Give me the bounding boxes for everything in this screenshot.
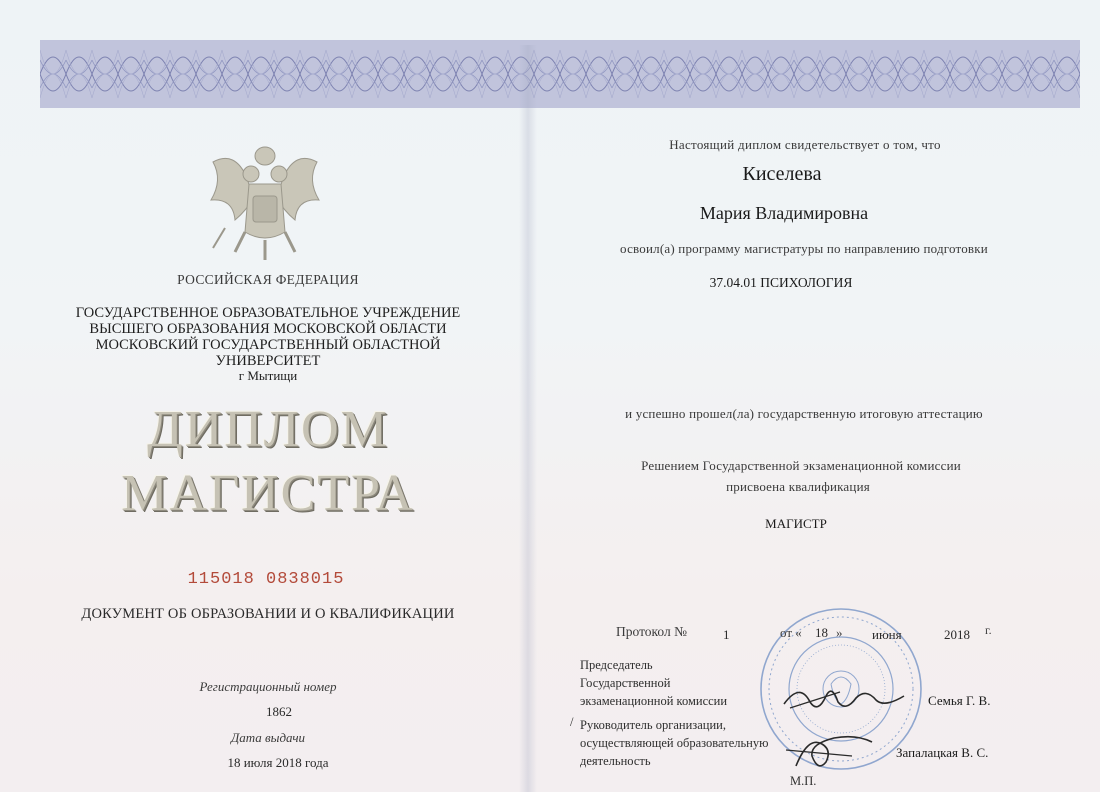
- issue-date: 18 июля 2018 года: [227, 755, 329, 770]
- intro-text: Настоящий диплом свидетельствует о том, что: [669, 137, 941, 152]
- decision-line-2: присвоена квалификация: [726, 479, 870, 494]
- chair-line-3: экзаменационной комиссии: [580, 694, 728, 708]
- program-text: освоил(а) программу магистратуры по направлению подготовки: [620, 241, 988, 256]
- slash-mark: /: [570, 715, 574, 729]
- qualification: МАГИСТР: [765, 516, 827, 531]
- protocol-from: от «: [780, 625, 802, 640]
- page-fold: [519, 45, 537, 792]
- registration-label: Регистрационный номер: [199, 679, 337, 694]
- chair-line-2: Государственной: [580, 676, 671, 690]
- head-line-3: деятельность: [580, 754, 651, 768]
- institution-line-2: ВЫСШЕГО ОБРАЗОВАНИЯ МОСКОВСКОЙ ОБЛАСТИ: [89, 321, 447, 337]
- issue-date-label: Дата выдачи: [230, 730, 306, 745]
- graduate-surname: Киселева: [742, 163, 822, 185]
- protocol-month: июня: [872, 627, 902, 642]
- seal-place-mark: М.П.: [790, 774, 817, 788]
- registration-number: 1862: [266, 704, 292, 719]
- institution-line-4: УНИВЕРСИТЕТ: [215, 353, 321, 369]
- chair-name: Семья Г. В.: [928, 693, 991, 708]
- program-name: 37.04.01 ПСИХОЛОГИЯ: [709, 275, 853, 290]
- institution-line-1: ГОСУДАРСТВЕННОЕ ОБРАЗОВАТЕЛЬНОЕ УЧРЕЖДЕНИЕ: [75, 305, 461, 321]
- chair-signature: [780, 678, 910, 718]
- institution-line-3: МОСКОВСКИЙ ГОСУДАРСТВЕННЫЙ ОБЛАСТНОЙ: [95, 337, 441, 353]
- head-line-2: осуществляющей образовательную: [580, 736, 769, 750]
- head-name: Запалацкая В. С.: [896, 745, 989, 760]
- protocol-year-suffix: г.: [985, 623, 992, 637]
- protocol-label: Протокол №: [616, 624, 687, 639]
- diploma-title-line-2: МАГИСТРА: [121, 465, 415, 522]
- head-signature: [782, 726, 892, 774]
- protocol-year: 2018: [944, 627, 970, 642]
- protocol-close-quote: »: [836, 625, 843, 640]
- coat-of-arms-emblem: [205, 140, 325, 265]
- city: г Мытищи: [238, 368, 298, 383]
- guilloche-band: [40, 40, 1080, 108]
- protocol-number: 1: [723, 627, 730, 642]
- diploma-title-line-1: ДИПЛОМ: [147, 401, 389, 458]
- serial-number: 115018 0838015: [187, 570, 345, 589]
- country-name: РОССИЙСКАЯ ФЕДЕРАЦИЯ: [177, 272, 359, 287]
- attestation-text: и успешно прошел(ла) государственную итоговую аттестацию: [625, 406, 983, 421]
- graduate-given-names: Мария Владимировна: [699, 203, 869, 223]
- protocol-day: 18: [815, 625, 828, 640]
- decision-line-1: Решением Государственной экзаменационной комиссии: [641, 458, 961, 473]
- head-line-1: Руководитель организации,: [580, 718, 726, 732]
- chair-line-1: Председатель: [580, 658, 653, 672]
- document-type: ДОКУМЕНТ ОБ ОБРАЗОВАНИИ И О КВАЛИФИКАЦИИ: [81, 606, 455, 622]
